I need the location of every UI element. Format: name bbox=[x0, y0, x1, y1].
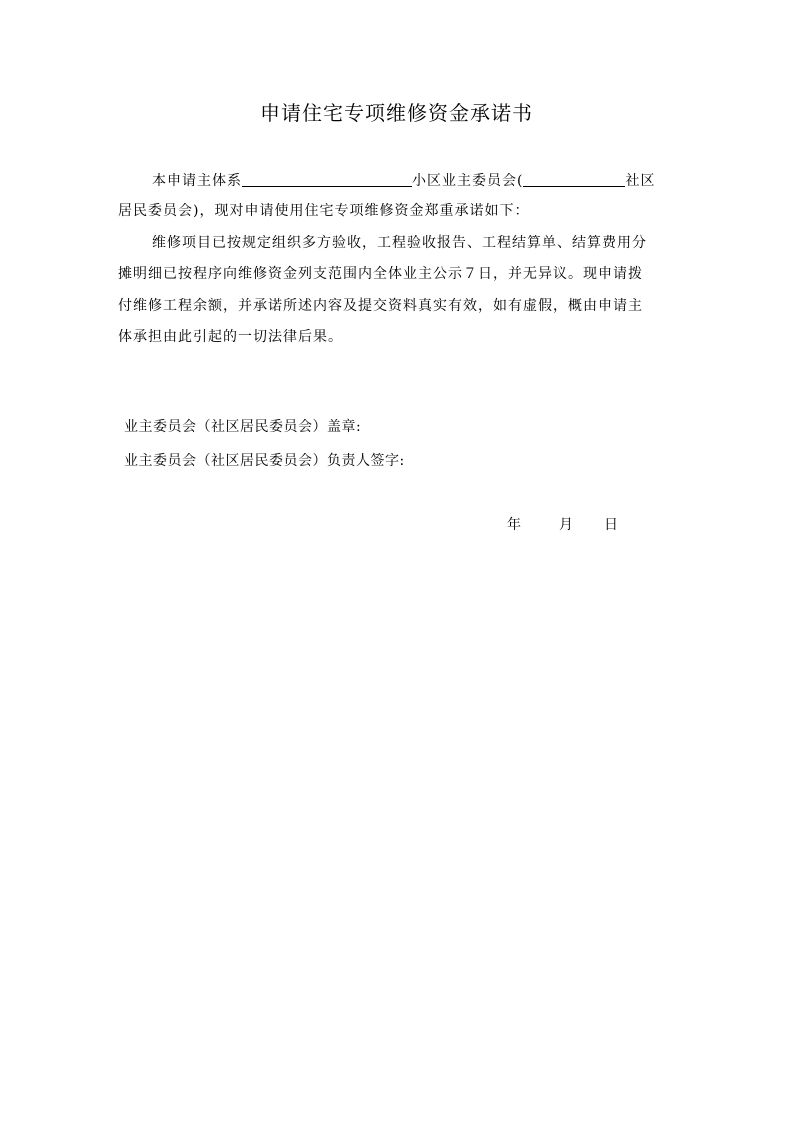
paragraph-1-line-2: 居民委员会)，现对申请使用住宅专项维修资金郑重承诺如下： bbox=[118, 203, 530, 219]
neighborhood-name-blank[interactable] bbox=[523, 170, 625, 187]
applicant-prefix: 本申请主体系 bbox=[152, 173, 242, 189]
paragraph-1-line-1 bbox=[118, 170, 712, 191]
signature-label: 业主委员会（社区居民委员会）负责人签字: bbox=[124, 453, 405, 469]
seal-label: 业主委员会（社区居民委员会）盖章: bbox=[124, 419, 362, 435]
paragraph-2-line-1: 维修项目已按规定组织多方验收，工程验收报告、工程结算单、结算费用分 bbox=[152, 235, 647, 251]
date-year: 年 bbox=[507, 517, 521, 533]
paragraph-2-line-3: 付维修工程余额，并承诺所述内容及提交资料真实有效，如有虚假，概由申请主 bbox=[118, 298, 643, 314]
paragraph-2-line-2: 摊明细已按程序向维修资金列支范围内全体业主公示７日，并无异议。现申请拨 bbox=[118, 266, 643, 282]
date-row bbox=[507, 514, 618, 534]
community-text: 社区 bbox=[625, 173, 656, 189]
document-title: 申请住宅专项维修资金承诺书 bbox=[260, 101, 533, 125]
community-name-blank[interactable] bbox=[242, 170, 412, 187]
date-day: 日 bbox=[604, 517, 618, 533]
date-month: 月 bbox=[559, 517, 573, 533]
paragraph-2-line-4: 体承担由此引起的一切法律后果。 bbox=[118, 329, 343, 345]
owners-committee-text: 小区业主委员会( bbox=[412, 173, 524, 189]
